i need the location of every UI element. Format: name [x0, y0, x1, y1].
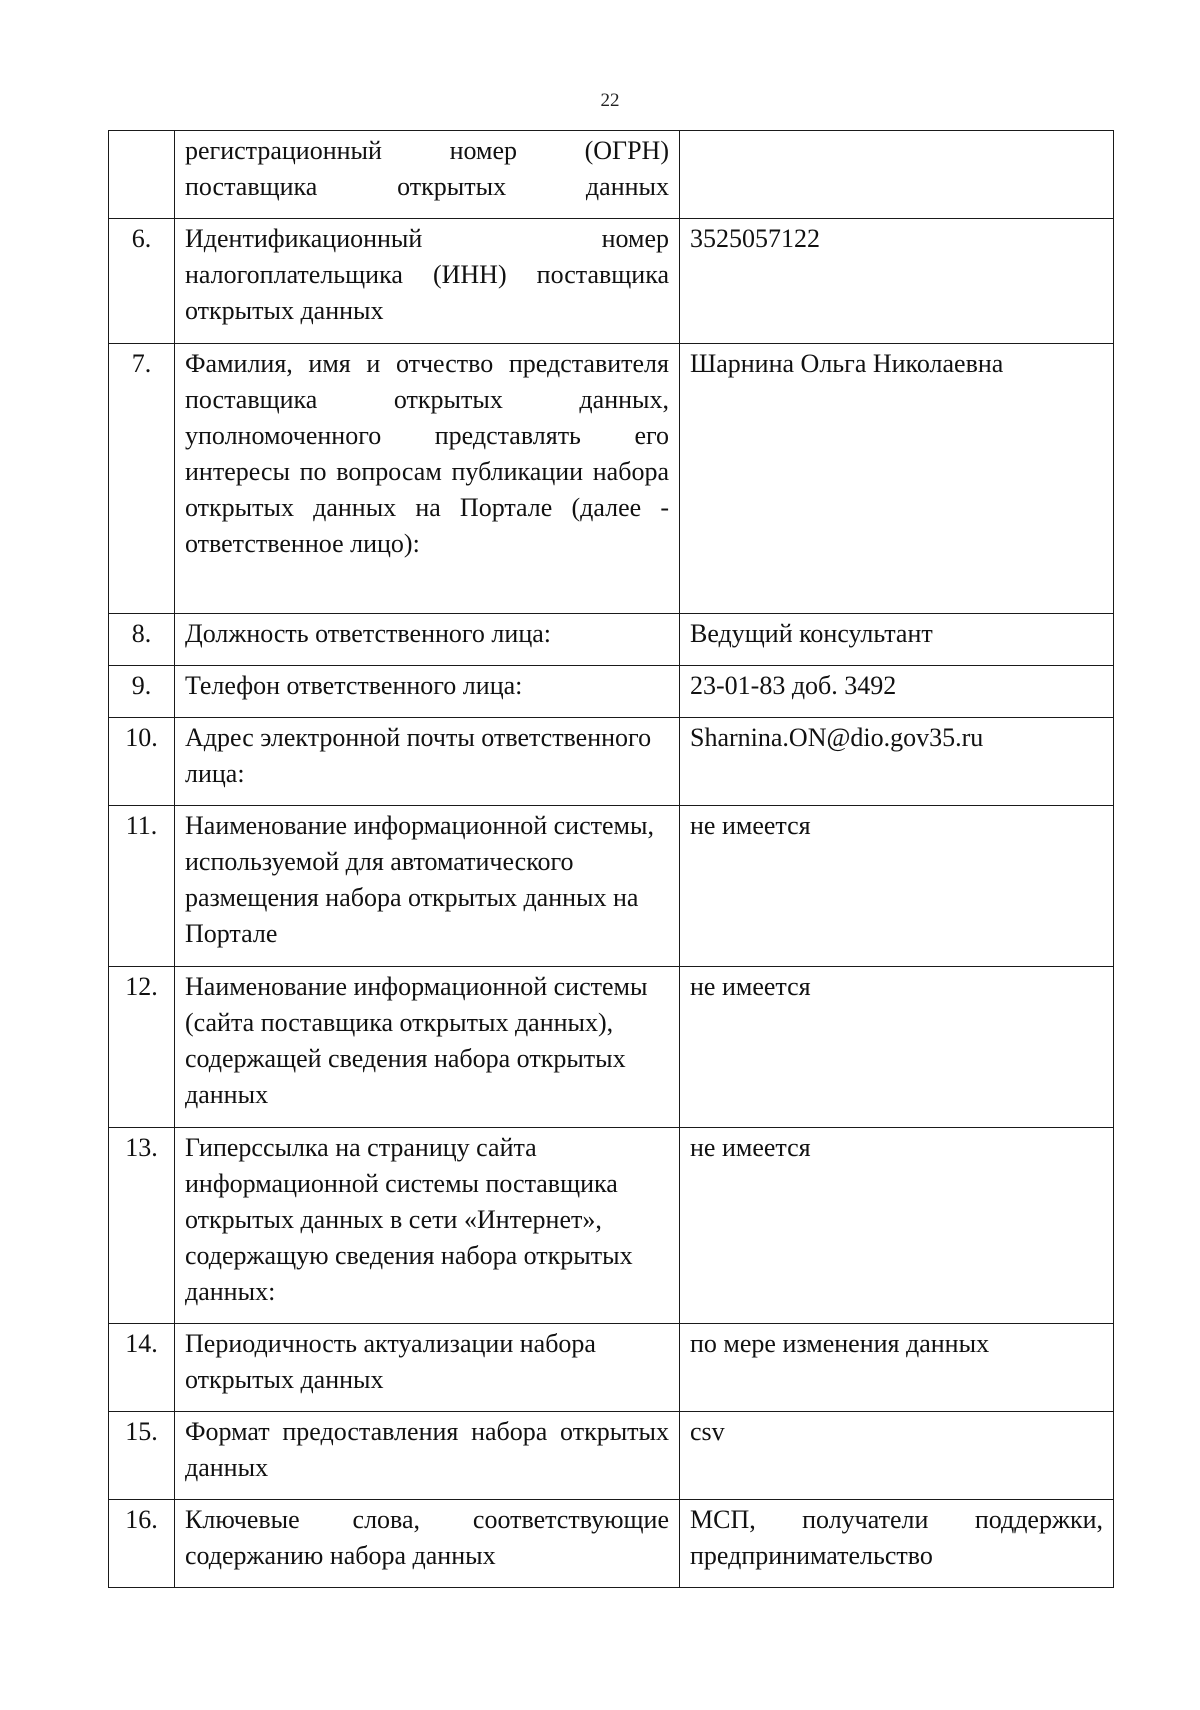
field-label: Периодичность актуализации набора открытых данных	[175, 1324, 680, 1412]
row-number: 9.	[109, 666, 175, 718]
table-row	[109, 131, 1114, 219]
field-value: не имеется	[680, 967, 1114, 1128]
row-number: 10.	[109, 718, 175, 806]
field-value: по мере изменения данных	[680, 1324, 1114, 1412]
field-label: Должность ответственного лица:	[175, 614, 680, 666]
table-row	[109, 1324, 1114, 1412]
field-label: Адрес электронной почты ответственного лица:	[175, 718, 680, 806]
field-value: 23-01-83 доб. 3492	[680, 666, 1114, 718]
table-row	[109, 614, 1114, 666]
field-label: Наименование информационной системы (сайта поставщика открытых данных), содержащей сведения набора открытых данных	[175, 967, 680, 1128]
table-row	[109, 967, 1114, 1128]
field-value: не имеется	[680, 806, 1114, 967]
row-number: 14.	[109, 1324, 175, 1412]
table-row	[109, 344, 1114, 614]
field-label: Фамилия, имя и отчество представителя поставщика открытых данных, уполномоченного представлять его интересы по вопросам публикации набора открытых данных на Портале (далее - ответственное лицо):	[175, 344, 680, 614]
row-number: 7.	[109, 344, 175, 614]
field-value: не имеется	[680, 1128, 1114, 1324]
field-label: регистрационный номер (ОГРН) поставщика открытых данных	[175, 131, 680, 219]
row-number: 13.	[109, 1128, 175, 1324]
table-row	[109, 666, 1114, 718]
table-row	[109, 718, 1114, 806]
table-row	[109, 1128, 1114, 1324]
row-number: 11.	[109, 806, 175, 967]
row-number: 6.	[109, 219, 175, 344]
field-value	[680, 131, 1114, 219]
row-number: 15.	[109, 1412, 175, 1500]
field-value: Ведущий консультант	[680, 614, 1114, 666]
page-number: 22	[600, 90, 620, 111]
table-row	[109, 1500, 1114, 1588]
table-row	[109, 806, 1114, 967]
field-value: Шарнина Ольга Николаевна	[680, 344, 1114, 614]
row-number: 8.	[109, 614, 175, 666]
table-row	[109, 219, 1114, 344]
field-label: Формат предоставления набора открытых данных	[175, 1412, 680, 1500]
field-label: Ключевые слова, соответствующие содержанию набора данных	[175, 1500, 680, 1588]
field-value: csv	[680, 1412, 1114, 1500]
field-value: МСП, получатели поддержки, предпринимательство	[680, 1500, 1114, 1588]
row-number: 12.	[109, 967, 175, 1128]
field-label: Гиперссылка на страницу сайта информационной системы поставщика открытых данных в сети «Интернет», содержащую сведения набора открытых данных:	[175, 1128, 680, 1324]
field-value: Sharnina.ON@dio.gov35.ru	[680, 718, 1114, 806]
field-label: Идентификационный номер налогоплательщика (ИНН) поставщика открытых данных	[175, 219, 680, 344]
field-label: Телефон ответственного лица:	[175, 666, 680, 718]
table-row	[109, 1412, 1114, 1500]
row-number: 16.	[109, 1500, 175, 1588]
field-value: 3525057122	[680, 219, 1114, 344]
open-data-passport-table	[108, 130, 1114, 1588]
row-number	[109, 131, 175, 219]
field-label: Наименование информационной системы, используемой для автоматического размещения набора открытых данных на Портале	[175, 806, 680, 967]
